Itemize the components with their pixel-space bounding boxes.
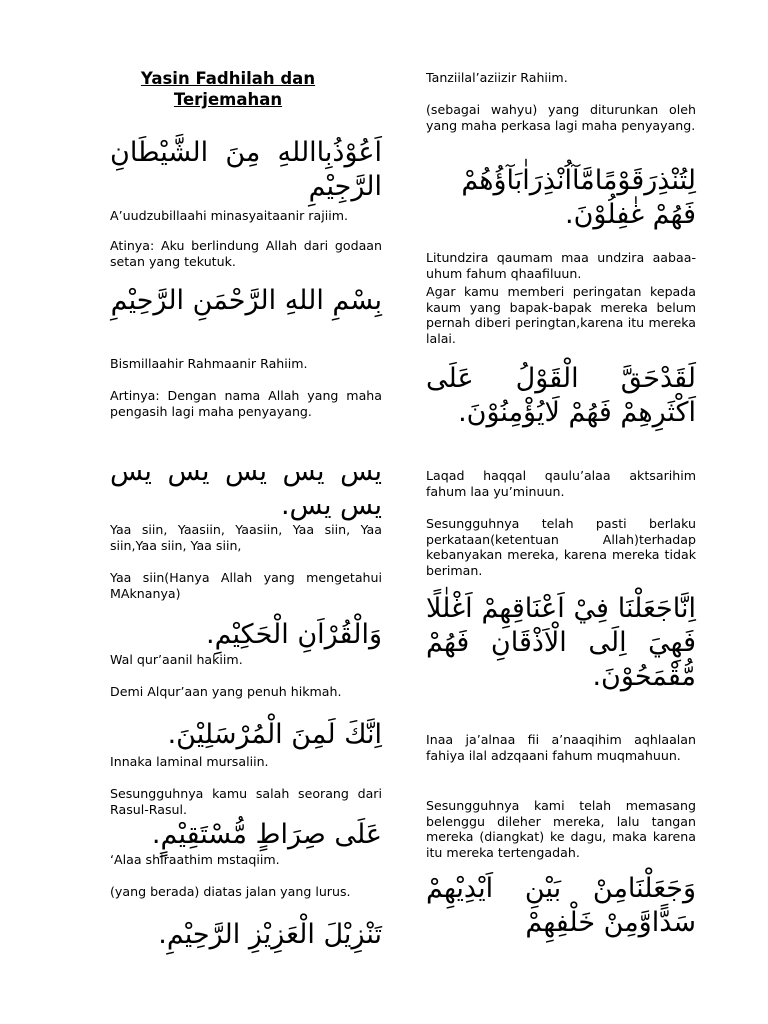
latin-text: Litundzira qaumam maa undzira aabaa-uhum fahum qhaafiluun.: [426, 250, 696, 281]
latin-text: Bismillaahir Rahmaanir Rahiim.: [110, 356, 308, 371]
latin-text: Laqad haqqal qaulu’alaa aktsarihim fahum laa yu’minuun.: [426, 468, 696, 499]
title-line-2: Terjemahan: [173, 90, 283, 109]
arabic-verse: لِتُنْذِرَقَوْمًامَّآاُنْذِرَاٰبَآؤُهُمْ فَهُمْ غٰفِلُوْنَ.: [461, 165, 696, 230]
translation-text: (yang berada) diatas jalan yang lurus.: [110, 884, 351, 899]
translation-text: Sesungguhnya kamu salah seorang dari Rasul-Rasul.: [110, 786, 382, 817]
translation-text: Artinya: Dengan nama Allah yang maha pengasih lagi maha penyayang.: [110, 388, 382, 419]
latin-text: Wal qur’aanil hakiim.: [110, 652, 243, 667]
latin-text: A’uudzubillaahi minasyaitaanir rajiim.: [110, 208, 348, 223]
translation-text: Demi Alqur’aan yang penuh hikmah.: [110, 684, 342, 699]
translation-text: Yaa siin(Hanya Allah yang mengetahui MAknanya): [110, 570, 382, 601]
page-title: [112, 68, 344, 110]
translation-text: Sesungguhnya kami telah memasang belenggu dileher mereka, lalu tangan mereka (diangkat) ke dagu, maka karena itu mereka tertengadah.: [426, 798, 696, 860]
arabic-verse: لَقَدْحَقَّ الْقَوْلُ عَلَى اَكْثَرِهِمْ فَهُمْ لَايُؤْمِنُوْنَ.: [426, 363, 696, 428]
latin-text: ‘Alaa shiraathim mstaqiim.: [110, 852, 280, 867]
latin-text: Tanziilal’aziizir Rahiim.: [426, 70, 568, 85]
latin-text: Yaa siin, Yaasiin, Yaasiin, Yaa siin, Yaa siin,Yaa siin, Yaa siin,: [110, 522, 382, 553]
arabic-verse: اَعُوْذُبِااللهِ مِنَ الشَّيْطَانِ الرَّجِيْمِ: [110, 137, 382, 202]
arabic-verse: وَالْقُرْاَنِ الْحَكِيْمِ.: [205, 619, 382, 650]
arabic-verse: عَلَى صِرَاطٍ مُّسْتَقِيْمٍ.: [151, 819, 382, 850]
arabic-verse: اِنَّكَ لَمِنَ الْمُرْسَلِيْنَ.: [167, 719, 382, 750]
title-line-1: Yasin Fadhilah dan: [140, 69, 316, 88]
translation-text: (sebagai wahyu) yang diturunkan oleh yang maha perkasa lagi maha penyayang.: [426, 102, 696, 133]
translation-text: Atinya: Aku berlindung Allah dari godaan setan yang tekutuk.: [110, 238, 382, 269]
latin-text: Innaka laminal mursaliin.: [110, 754, 269, 769]
latin-text: Inaa ja’alnaa fii a’naaqihim aqhlaalan fahiya ilal adzqaani fahum muqmahuun.: [426, 732, 696, 763]
arabic-verse: وَجَعَلْنَامِنْ بَيْنِ اَيْدِيْهِمْ سَدًّاوَّمِنْ خَلْفِهِمْ: [426, 873, 696, 938]
arabic-verse: تَنْزِيْلَ الْعَزِيْزِ الرَّحِيْمِ.: [158, 919, 382, 950]
arabic-verse: يس يس يس يس يس يس يس.: [110, 456, 382, 521]
arabic-verse: بِسْمِ اللهِ الرَّحْمَنِ الرَّحِيْمِ: [110, 285, 382, 316]
arabic-verse: اِنَّاجَعَلْنَا فِيْ اَعْنَاقِهِمْ اَغْلٰلًا فَهِيَ اِلَى الْاَذْقَانِ فَهُمْ مُّقْمَحُوْنَ.: [426, 593, 696, 692]
translation-text: Sesungguhnya telah pasti berlaku perkataan(ketentuan Allah)terhadap kebanyakan mereka, karena mereka tidak beriman.: [426, 516, 696, 578]
translation-text: Agar kamu memberi peringatan kepada kaum yang bapak-bapak mereka belum pernah diberi peringtan,karena itu mereka lalai.: [426, 284, 696, 346]
